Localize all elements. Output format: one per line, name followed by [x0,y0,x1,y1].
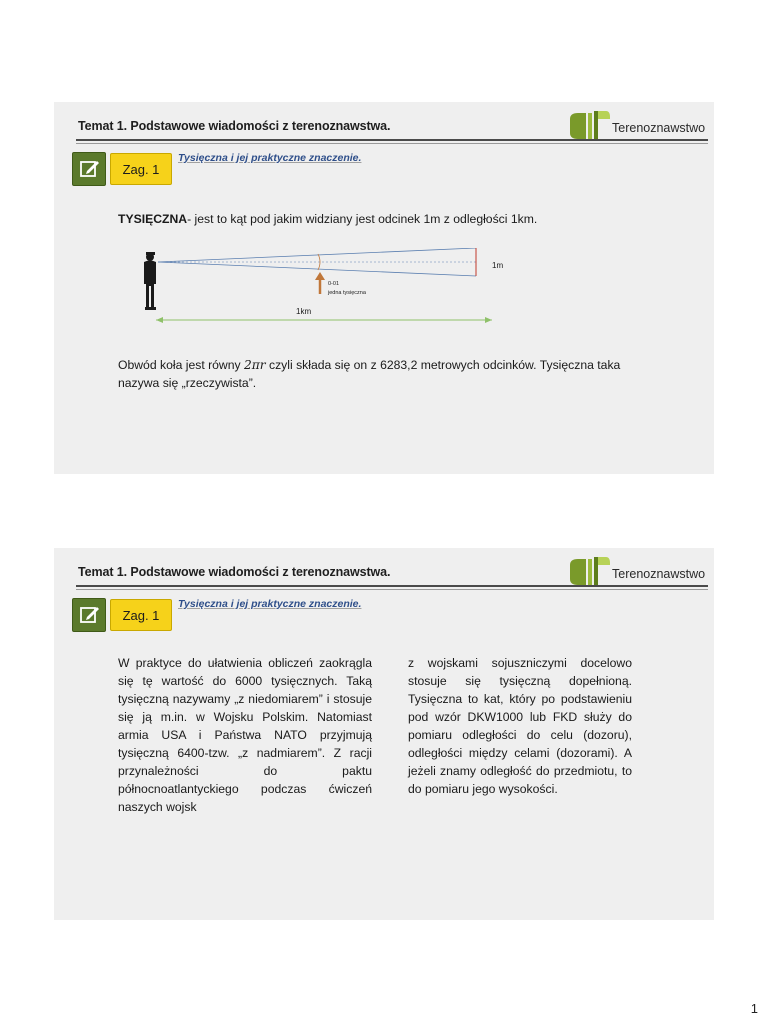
title-divider-thin [76,589,708,590]
angle-diagram [136,248,516,326]
title-divider [76,139,708,141]
angle-diagram-svg [136,248,516,326]
zag-button-label: Zag. 1 [122,161,160,177]
zag-button[interactable] [110,153,172,185]
sight-line-top [158,248,476,262]
edit-button[interactable] [72,598,106,632]
slide-subtitle: Tysięczna i jej praktyczne znaczenie. [178,152,362,164]
label-1km: 1km [296,307,312,316]
title-divider [76,585,708,587]
definition-term: TYSIĘCZNA [118,212,188,226]
circumference-text-after: czyli składa się on z 6283,2 metrowych odcinków. Tysięczna taka nazywa się „rzeczywista”. [118,358,621,390]
zag-button-label: Zag. 1 [122,607,160,623]
zag-button[interactable] [110,599,172,631]
circumference-formula: 2πr [244,358,266,372]
circumference-paragraph [118,356,658,392]
logo-text: Terenoznawstwo [612,121,706,135]
text-column-left: W praktyce do ułatwienia obliczeń zaokrągla się tę wartość do 6000 tysięcznych. Taką tysięczną nazywamy „z niedomiarem” i stosuje się ją m.in. w Wojsku Polskim. Natomiast armia USA i Państwa NATO przyjmują tysięczną 6400-tzw. „z nadmiarem”. Z racji przynależności do paktu północnoatlantyckiego podczas ćwiczeń naszych wojsk [118,656,372,814]
slide-title: Temat 1. Podstawowe wiadomości z terenoznawstwa. [78,565,391,579]
angle-arrow-head [315,272,325,280]
label-tick: 0-01 [328,281,340,287]
definition-text: - jest to kąt pod jakim widziany jest odcinek 1m z odległości 1km. [187,212,538,226]
slide-2 [54,548,714,920]
edit-icon [73,153,105,185]
title-divider-thin [76,143,708,144]
label-1m: 1m [492,261,504,270]
slide-title: Temat 1. Podstawowe wiadomości z terenoznawstwa. [78,119,391,133]
edit-icon [73,599,105,631]
slide-subtitle: Tysięczna i jej praktyczne znaczenie. [178,598,362,610]
soldier-figure-icon [144,252,156,310]
edit-button[interactable] [72,152,106,186]
sight-line-bottom [158,262,476,276]
logo-text: Terenoznawstwo [612,567,706,581]
slide-1 [54,102,714,474]
label-tick-caption: jedna tysięczna [328,290,366,296]
definition-paragraph [118,210,678,228]
text-column-right: z wojskami sojuszniczymi docelowo stosuje się tysięczną dopełnioną. Tysięczna to kat, który po podstawieniu pod wzór DKW1000 lub FKD służy do pomiaru odległości do celu (dozoru), odległości między celami (dozorami). A jeżeli znamy odległość do przedmiotu, to do pomiaru jego wysokości. [408,656,632,796]
circumference-text-before: Obwód koła jest równy [118,358,244,372]
page-number: 1 [750,1001,758,1016]
